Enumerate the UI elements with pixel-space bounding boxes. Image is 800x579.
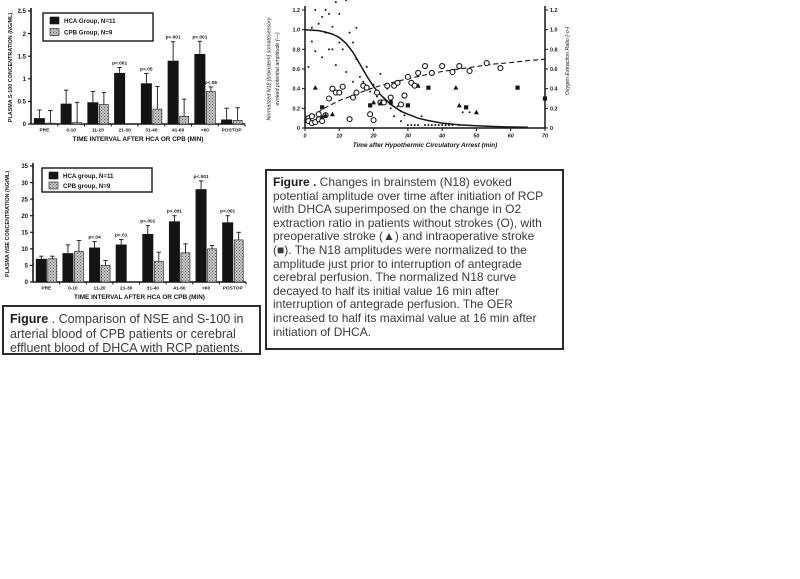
svg-text:40: 40 bbox=[439, 133, 446, 140]
svg-text:2: 2 bbox=[22, 31, 26, 38]
svg-text:0.2: 0.2 bbox=[292, 106, 300, 113]
svg-text:50: 50 bbox=[473, 133, 480, 140]
svg-text:41-60: 41-60 bbox=[173, 286, 186, 292]
svg-text:30: 30 bbox=[404, 133, 411, 140]
svg-text:CPB Group, N=9: CPB Group, N=9 bbox=[64, 29, 113, 37]
x-axis-title: TIME INTERVAL AFTER HCA OR CPB (MIN) bbox=[74, 294, 205, 301]
legend bbox=[43, 13, 153, 41]
svg-text:20: 20 bbox=[21, 213, 28, 220]
svg-text:p<.001: p<.001 bbox=[192, 35, 208, 41]
n18-amplitude-points bbox=[307, 0, 470, 126]
svg-text:0: 0 bbox=[303, 133, 307, 140]
svg-text:41-60: 41-60 bbox=[171, 128, 185, 134]
svg-text:20: 20 bbox=[370, 133, 377, 140]
svg-text:p<.001: p<.001 bbox=[193, 174, 209, 180]
svg-text:21-30: 21-30 bbox=[118, 128, 131, 134]
svg-text:POSTOP: POSTOP bbox=[222, 286, 243, 292]
svg-text:11-20: 11-20 bbox=[93, 286, 106, 292]
s100-bar-chart bbox=[5, 2, 257, 158]
svg-text:>60: >60 bbox=[200, 128, 209, 134]
svg-text:0.6: 0.6 bbox=[550, 67, 558, 73]
svg-text:PRE: PRE bbox=[39, 128, 50, 134]
left-y-axis-title: evoked potential amplitude (—) bbox=[275, 32, 281, 106]
svg-text:p<.05: p<.05 bbox=[204, 80, 218, 86]
svg-text:0.8: 0.8 bbox=[292, 47, 300, 54]
svg-text:PRE: PRE bbox=[41, 286, 52, 292]
svg-text:p<.05: p<.05 bbox=[140, 67, 153, 73]
svg-text:25: 25 bbox=[21, 197, 28, 204]
normalized-n18-curve bbox=[305, 30, 528, 128]
svg-text:p<.001: p<.001 bbox=[140, 219, 156, 225]
svg-text:11-20: 11-20 bbox=[91, 128, 104, 134]
caption-nse-s100 bbox=[2, 305, 261, 355]
caption-n18-oer bbox=[265, 169, 564, 350]
svg-text:1.0: 1.0 bbox=[550, 27, 558, 34]
svg-text:HCA group, N=11: HCA group, N=11 bbox=[63, 173, 114, 180]
x-axis-title: Time after Hypothermic Circulatory Arrest (min) bbox=[352, 142, 498, 149]
svg-text:15: 15 bbox=[21, 230, 28, 237]
svg-text:0: 0 bbox=[297, 126, 300, 132]
svg-text:0.4: 0.4 bbox=[292, 86, 300, 93]
svg-text:10: 10 bbox=[336, 133, 343, 140]
caption-right-text: Changes in brainstem (N18) evoked potential amplitude over time after initiation of RCP with DHCA superimposed on the change in O2 extraction ratio in patients without strokes (O), with preoperative stroke (▲) and intraoperative stroke (■). The N18 amplitudes were normalized to the amplitude just prior to interruption of antegrade cerebral perfusion. The normalized N18 curve decayed to half its initial value 16 min after interruption of antegrade perfusion. The OER increased to half its maximal value at 16 min after initiation of DHCA. bbox=[273, 175, 543, 339]
svg-text:p<.01: p<.01 bbox=[114, 233, 128, 239]
svg-text:p<.001: p<.001 bbox=[166, 209, 182, 215]
svg-text:21-30: 21-30 bbox=[120, 286, 133, 292]
svg-text:POSTOP: POSTOP bbox=[221, 128, 242, 134]
svg-text:0-10: 0-10 bbox=[68, 286, 78, 292]
legend bbox=[42, 168, 152, 192]
svg-text:1.2: 1.2 bbox=[550, 8, 558, 14]
svg-text:30: 30 bbox=[21, 180, 28, 187]
svg-text:0.6: 0.6 bbox=[292, 67, 300, 73]
svg-text:1.5: 1.5 bbox=[17, 54, 26, 61]
caption-left-text: . Comparison of NSE and S-100 in arterial blood of CPB patients or cerebral effluent blood of DHCA with RCP patients. bbox=[10, 312, 244, 355]
svg-text:1: 1 bbox=[22, 77, 26, 83]
svg-text:CPB group, N=9: CPB group, N=9 bbox=[63, 183, 111, 190]
svg-text:p<.001: p<.001 bbox=[165, 35, 181, 41]
svg-text:1.0: 1.0 bbox=[292, 27, 300, 34]
x-axis-title: TIME INTERVAL AFTER HCA OR CPB (MIN) bbox=[72, 136, 204, 143]
svg-text:35: 35 bbox=[21, 164, 28, 171]
svg-text:0.5: 0.5 bbox=[17, 99, 26, 106]
svg-text:0: 0 bbox=[24, 280, 28, 287]
svg-text:0-10: 0-10 bbox=[66, 128, 76, 134]
bars bbox=[34, 34, 245, 133]
svg-text:HCA Group, N=11: HCA Group, N=11 bbox=[64, 18, 116, 25]
figure-panel-n18-oer bbox=[262, 0, 577, 158]
left-y-axis-title: Normalized N18 [brainstem] somatosensory bbox=[266, 17, 273, 121]
n18-oer-scatter-chart bbox=[262, 0, 577, 158]
right-y-axis-title: Oxygen Extraction Ratio (-o-) bbox=[565, 26, 571, 96]
nse-bar-chart bbox=[2, 160, 258, 306]
svg-text:70: 70 bbox=[542, 133, 548, 140]
figure-panel-nse bbox=[2, 160, 258, 306]
y-axis-title: PLASMA NSE CONCENTRATION (NG/ML) bbox=[5, 170, 11, 278]
y-axis-title: PLASMA S-100 CONCENTRATION (NG/ML) bbox=[8, 12, 14, 123]
svg-text:p<.04: p<.04 bbox=[88, 235, 101, 241]
svg-text:p<.001: p<.001 bbox=[220, 209, 236, 215]
svg-text:0: 0 bbox=[550, 126, 553, 132]
svg-text:31-40: 31-40 bbox=[145, 128, 158, 134]
caption-right-figure-label: Figure . bbox=[273, 175, 317, 189]
svg-text:31-40: 31-40 bbox=[146, 286, 159, 292]
svg-text:>60: >60 bbox=[201, 286, 211, 292]
svg-text:0.4: 0.4 bbox=[550, 86, 558, 93]
svg-text:0: 0 bbox=[22, 122, 26, 129]
svg-text:0.2: 0.2 bbox=[550, 106, 558, 113]
svg-text:5: 5 bbox=[24, 263, 28, 270]
svg-text:1.2: 1.2 bbox=[292, 8, 300, 14]
svg-text:0.8: 0.8 bbox=[550, 47, 558, 54]
figure-panel-s100 bbox=[5, 2, 257, 158]
svg-text:2.5: 2.5 bbox=[17, 9, 26, 16]
svg-text:p<.001: p<.001 bbox=[112, 61, 128, 67]
caption-left-figure-label: Figure bbox=[10, 312, 49, 326]
svg-text:10: 10 bbox=[21, 247, 28, 254]
svg-text:60: 60 bbox=[507, 133, 514, 140]
preoperative-stroke-oer bbox=[313, 83, 479, 119]
